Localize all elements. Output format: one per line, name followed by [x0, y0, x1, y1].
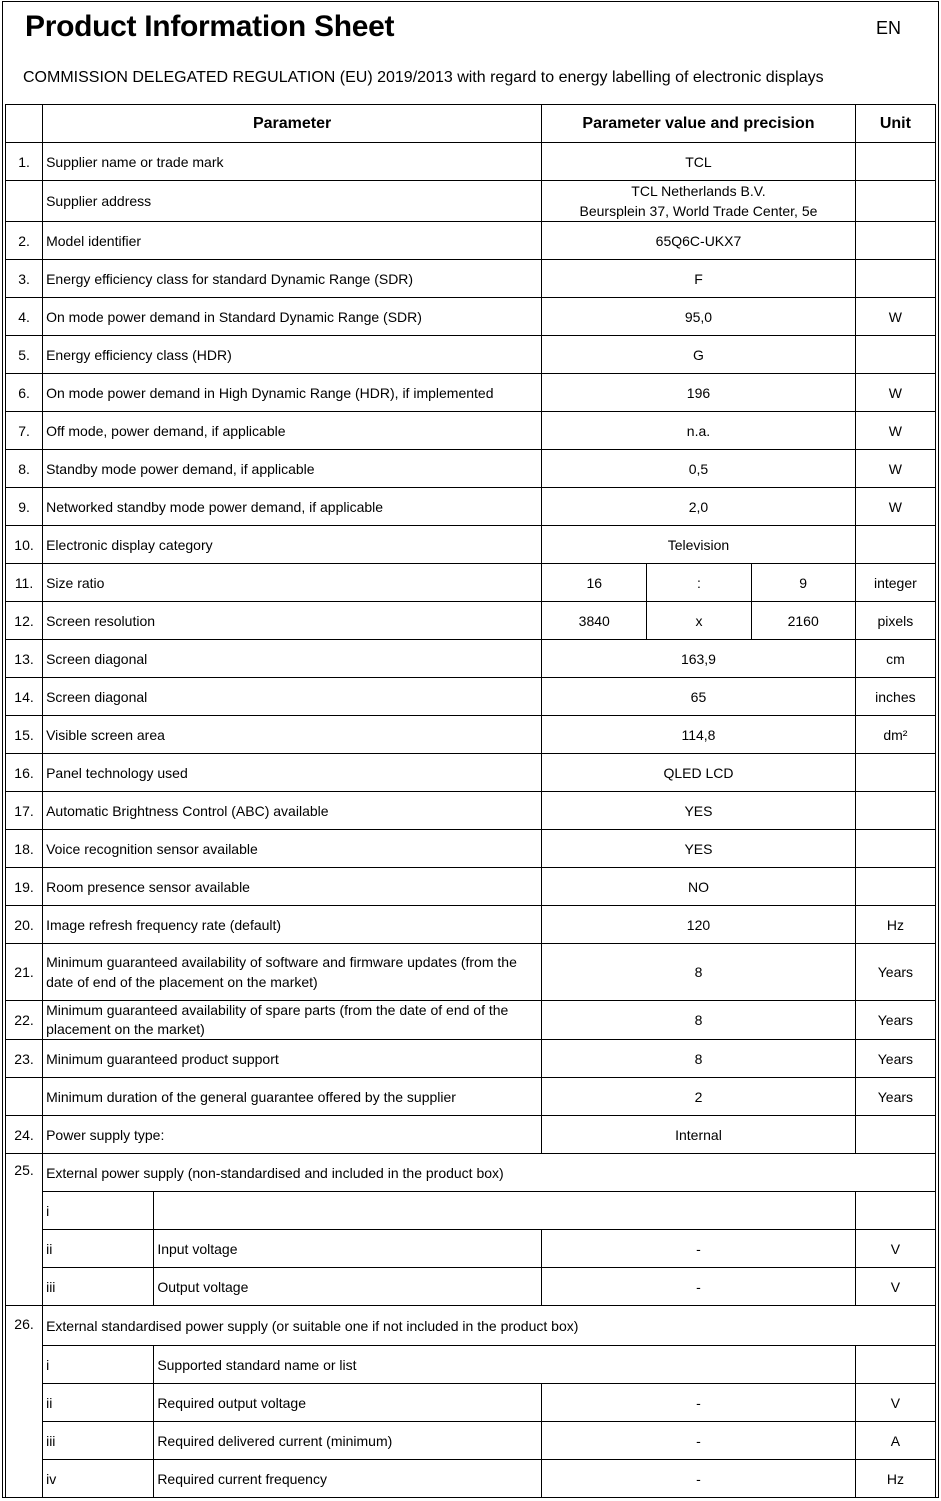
row-parameter: Panel technology used: [43, 754, 542, 792]
row-number: [6, 1078, 43, 1116]
sub-index: iv: [43, 1460, 154, 1498]
row-parameter: Minimum guaranteed product support: [43, 1040, 542, 1078]
row-unit: [855, 143, 935, 181]
sub-index: i: [43, 1346, 154, 1384]
page-title: Product Information Sheet: [25, 10, 395, 43]
table-row: [6, 1040, 936, 1078]
row-value: -: [542, 1268, 856, 1306]
row-value: 2,0: [542, 488, 856, 526]
row-number: 10.: [6, 526, 43, 564]
row-value: 114,8: [542, 716, 856, 754]
row-unit: Hz: [855, 1460, 935, 1498]
regulation-subtitle: COMMISSION DELEGATED REGULATION (EU) 2019/2013 with regard to energy labelling of electronic displays: [23, 69, 824, 86]
row-number: 6.: [6, 374, 43, 412]
header-parameter: Parameter: [43, 105, 542, 143]
row-unit: dm²: [855, 716, 935, 754]
row-unit: [855, 1116, 935, 1154]
row-value: 196: [542, 374, 856, 412]
row-value: G: [542, 336, 856, 374]
row-number: 3.: [6, 260, 43, 298]
row-unit: [855, 181, 935, 222]
row-unit: [855, 1346, 935, 1384]
row-value: [542, 181, 856, 222]
row-number: 13.: [6, 640, 43, 678]
table-row: [6, 222, 936, 260]
row-value: 65: [542, 678, 856, 716]
row-parameter: Voice recognition sensor available: [43, 830, 542, 868]
row-parameter: Screen diagonal: [43, 678, 542, 716]
table-row: [6, 868, 936, 906]
row-value: -: [542, 1384, 856, 1422]
section-title: External standardised power supply (or suitable one if not included in the product box): [43, 1306, 936, 1346]
row-parameter: [43, 944, 542, 1001]
table-row: [6, 678, 936, 716]
table-row: [6, 830, 936, 868]
row-parameter: Standby mode power demand, if applicable: [43, 450, 542, 488]
row-unit: [855, 1192, 935, 1230]
row-parameter-line-2: date of end of the placement on the market): [46, 974, 318, 990]
table-row: [6, 1001, 936, 1040]
product-information-sheet: [2, 1, 939, 1498]
row-parameter: Networked standby mode power demand, if applicable: [43, 488, 542, 526]
table-row: [6, 1460, 936, 1498]
row-unit: cm: [855, 640, 935, 678]
row-parameter: Model identifier: [43, 222, 542, 260]
row-unit: Hz: [855, 906, 935, 944]
row-parameter-line-1: Minimum guaranteed availability of software and firmware updates (from the: [46, 954, 517, 970]
table-row: [6, 143, 936, 181]
row-number: 21.: [6, 944, 43, 1001]
row-unit: Years: [855, 1040, 935, 1078]
ratio-separator: :: [647, 564, 751, 602]
row-parameter: Energy efficiency class for standard Dynamic Range (SDR): [43, 260, 542, 298]
row-number: 26.: [6, 1306, 43, 1498]
table-row: [6, 450, 936, 488]
section-row-external-standard-psu: [6, 1306, 936, 1346]
row-unit: [855, 336, 935, 374]
resolution-separator: x: [647, 602, 751, 640]
row-value: NO: [542, 868, 856, 906]
ratio-height: 9: [751, 564, 855, 602]
row-value: 65Q6C-UKX7: [542, 222, 856, 260]
row-number: 5.: [6, 336, 43, 374]
row-value: 8: [542, 944, 856, 1001]
row-unit: pixels: [855, 602, 935, 640]
table-row: [6, 754, 936, 792]
sub-index: ii: [43, 1230, 154, 1268]
address-line-2: Beursplein 37, World Trade Center, 5e: [579, 203, 818, 219]
table-row: [6, 640, 936, 678]
row-value: -: [542, 1460, 856, 1498]
row-parameter: Supplier address: [43, 181, 542, 222]
row-parameter: Room presence sensor available: [43, 868, 542, 906]
row-unit: [855, 526, 935, 564]
row-number: 8.: [6, 450, 43, 488]
row-unit: [855, 830, 935, 868]
row-parameter: Visible screen area: [43, 716, 542, 754]
row-number: 18.: [6, 830, 43, 868]
row-unit: [855, 792, 935, 830]
row-value: -: [542, 1230, 856, 1268]
sub-label: Required output voltage: [154, 1384, 542, 1422]
row-parameter-line-1: Minimum guaranteed availability of spare parts (from the date of end of the: [46, 1002, 509, 1018]
row-number: 9.: [6, 488, 43, 526]
row-number: 15.: [6, 716, 43, 754]
row-number: 16.: [6, 754, 43, 792]
table-row: [6, 602, 936, 640]
table-row: [6, 181, 936, 222]
header-value: Parameter value and precision: [542, 105, 856, 143]
table-row: [6, 792, 936, 830]
row-parameter: Energy efficiency class (HDR): [43, 336, 542, 374]
sub-label: Required delivered current (minimum): [154, 1422, 542, 1460]
row-unit: V: [855, 1230, 935, 1268]
header-unit: Unit: [855, 105, 935, 143]
row-number: 23.: [6, 1040, 43, 1078]
sub-index: ii: [43, 1384, 154, 1422]
section-title: External power supply (non-standardised and included in the product box): [43, 1154, 936, 1192]
row-value: YES: [542, 830, 856, 868]
row-value: n.a.: [542, 412, 856, 450]
row-parameter: On mode power demand in Standard Dynamic Range (SDR): [43, 298, 542, 336]
row-parameter: On mode power demand in High Dynamic Range (HDR), if implemented: [43, 374, 542, 412]
table-row: [6, 716, 936, 754]
row-number: 17.: [6, 792, 43, 830]
row-number: 12.: [6, 602, 43, 640]
row-unit: Years: [855, 1001, 935, 1040]
resolution-height: 2160: [751, 602, 855, 640]
section-row-external-psu: [6, 1154, 936, 1192]
row-parameter: Electronic display category: [43, 526, 542, 564]
row-number: [6, 181, 43, 222]
sub-label: Required current frequency: [154, 1460, 542, 1498]
row-number: 4.: [6, 298, 43, 336]
table-row: [6, 374, 936, 412]
row-unit: W: [855, 298, 935, 336]
row-parameter: Image refresh frequency rate (default): [43, 906, 542, 944]
row-unit: [855, 754, 935, 792]
table-row: [6, 1346, 936, 1384]
table-row: [6, 1078, 936, 1116]
table-row: [6, 336, 936, 374]
row-parameter: Off mode, power demand, if applicable: [43, 412, 542, 450]
row-parameter: Minimum duration of the general guarantee offered by the supplier: [43, 1078, 542, 1116]
language-code: EN: [876, 18, 902, 38]
table-row: [6, 488, 936, 526]
row-unit: W: [855, 374, 935, 412]
row-number: 7.: [6, 412, 43, 450]
sub-index: iii: [43, 1268, 154, 1306]
row-unit: V: [855, 1384, 935, 1422]
row-value: Internal: [542, 1116, 856, 1154]
row-value: Television: [542, 526, 856, 564]
row-value: QLED LCD: [542, 754, 856, 792]
row-unit: V: [855, 1268, 935, 1306]
row-value: 163,9: [542, 640, 856, 678]
row-number: 25.: [6, 1154, 43, 1306]
row-value: 2: [542, 1078, 856, 1116]
row-number: 14.: [6, 678, 43, 716]
row-value: -: [542, 1422, 856, 1460]
row-value: 95,0: [542, 298, 856, 336]
table-row: [6, 1268, 936, 1306]
row-parameter: [43, 1001, 542, 1040]
row-number: 19.: [6, 868, 43, 906]
header-number-cell: [6, 105, 43, 143]
table-row: [6, 1116, 936, 1154]
row-value: 8: [542, 1001, 856, 1040]
table-row: [6, 1230, 936, 1268]
sub-index: iii: [43, 1422, 154, 1460]
row-parameter-line-2: placement on the market): [46, 1021, 205, 1037]
row-parameter: Screen resolution: [43, 602, 542, 640]
sub-label: Output voltage: [154, 1268, 542, 1306]
row-unit: W: [855, 450, 935, 488]
sub-index: i: [43, 1192, 154, 1230]
row-number: 24.: [6, 1116, 43, 1154]
row-parameter: Screen diagonal: [43, 640, 542, 678]
row-value: YES: [542, 792, 856, 830]
row-value: 0,5: [542, 450, 856, 488]
table-row: [6, 526, 936, 564]
row-unit: Years: [855, 1078, 935, 1116]
table-row: [6, 906, 936, 944]
address-line-1: TCL Netherlands B.V.: [631, 183, 766, 199]
row-number: 11.: [6, 564, 43, 602]
sub-label: Input voltage: [154, 1230, 542, 1268]
row-unit: [855, 868, 935, 906]
row-parameter: Automatic Brightness Control (ABC) available: [43, 792, 542, 830]
table-row: [6, 260, 936, 298]
resolution-width: 3840: [542, 602, 647, 640]
row-value: 8: [542, 1040, 856, 1078]
row-number: 20.: [6, 906, 43, 944]
row-parameter: Power supply type:: [43, 1116, 542, 1154]
table-row: [6, 1422, 936, 1460]
row-value: TCL: [542, 143, 856, 181]
table-row: [6, 564, 936, 602]
row-number: 1.: [6, 143, 43, 181]
table-row: [6, 412, 936, 450]
sub-label: Supported standard name or list: [154, 1346, 855, 1384]
row-parameter: Size ratio: [43, 564, 542, 602]
table-row: [6, 944, 936, 1001]
table-row: [6, 1384, 936, 1422]
row-unit: inches: [855, 678, 935, 716]
row-unit: W: [855, 412, 935, 450]
row-unit: Years: [855, 944, 935, 1001]
table-row: [6, 1192, 936, 1230]
row-unit: integer: [855, 564, 935, 602]
row-parameter: Supplier name or trade mark: [43, 143, 542, 181]
sub-label: [154, 1192, 855, 1230]
row-value: 120: [542, 906, 856, 944]
row-number: 22.: [6, 1001, 43, 1040]
row-number: 2.: [6, 222, 43, 260]
row-unit: [855, 222, 935, 260]
table-row: [6, 298, 936, 336]
row-value: F: [542, 260, 856, 298]
ratio-width: 16: [542, 564, 647, 602]
row-unit: [855, 260, 935, 298]
parameter-table: [5, 104, 936, 1498]
row-unit: A: [855, 1422, 935, 1460]
row-unit: W: [855, 488, 935, 526]
table-header-row: [6, 105, 936, 143]
